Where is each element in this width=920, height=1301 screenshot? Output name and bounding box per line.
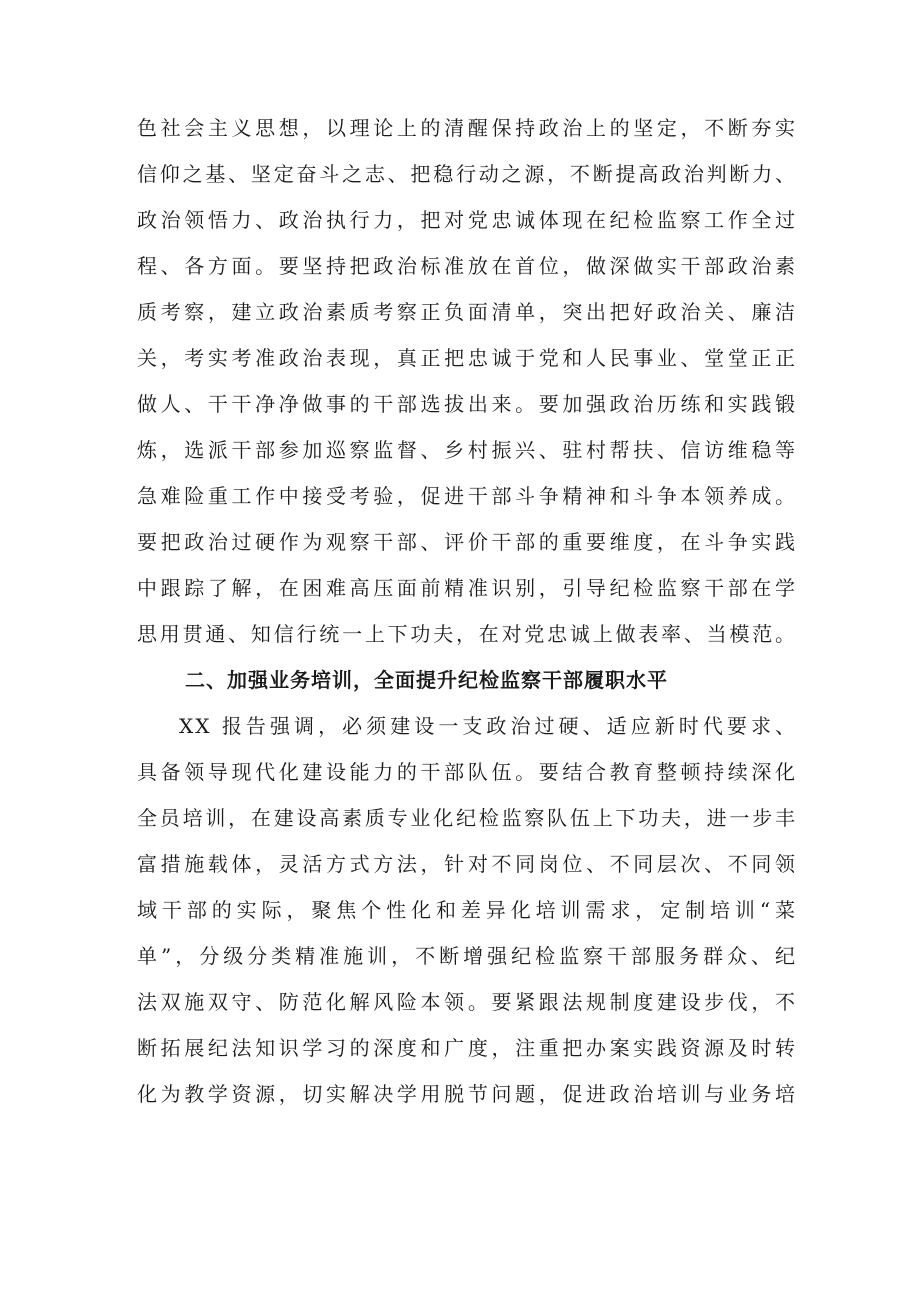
body-line: 化为教学资源，切实解决学用脱节问题，促进政治培训与业务培 xyxy=(137,1082,797,1106)
body-line: 急难险重工作中接受考验，促进干部斗争精神和斗争本领养成。 xyxy=(137,484,797,508)
body-line: 断拓展纪法知识学习的深度和广度，注重把办案实践资源及时转 xyxy=(137,1036,797,1060)
body-line: 中跟踪了解，在困难高压面前精准识别，引导纪检监察干部在学 xyxy=(137,576,797,600)
body-line: 政治领悟力、政治执行力，把对党忠诚体现在纪检监察工作全过 xyxy=(137,208,797,232)
body-line: 色社会主义思想，以理论上的清醒保持政治上的坚定，不断夯实 xyxy=(137,116,797,140)
body-line: 质考察，建立政治素质考察正负面清单，突出把好政治关、廉洁 xyxy=(137,300,797,324)
document-body xyxy=(137,105,797,1117)
body-line: 要把政治过硬作为观察干部、评价干部的重要维度，在斗争实践 xyxy=(137,530,797,554)
body-line: 单”，分级分类精准施训，不断增强纪检监察干部服务群众、纪 xyxy=(137,944,797,968)
body-line: 关，考实考准政治表现，真正把忠诚于党和人民事业、堂堂正正 xyxy=(137,346,797,370)
body-line: 做人、干干净净做事的干部选拔出来。要加强政治历练和实践锻 xyxy=(137,392,797,416)
body-line: 炼，选派干部参加巡察监督、乡村振兴、驻村帮扶、信访维稳等 xyxy=(137,438,797,462)
body-line: 富措施载体，灵活方式方法，针对不同岗位、不同层次、不同领 xyxy=(137,852,797,876)
body-line: 程、各方面。要坚持把政治标准放在首位，做深做实干部政治素 xyxy=(137,254,797,278)
body-line: 具备领导现代化建设能力的干部队伍。要结合教育整顿持续深化 xyxy=(137,760,797,784)
body-line: 思用贯通、知信行统一上下功夫，在对党忠诚上做表率、当模范。 xyxy=(137,622,797,646)
body-line: XX 报告强调，必须建设一支政治过硬、适应新时代要求、 xyxy=(179,714,797,738)
body-line: 全员培训，在建设高素质专业化纪检监察队伍上下功夫，进一步丰 xyxy=(137,806,797,830)
body-line: 信仰之基、坚定奋斗之志、把稳行动之源，不断提高政治判断力、 xyxy=(137,162,797,186)
body-line: 域干部的实际，聚焦个性化和差异化培训需求，定制培训“菜 xyxy=(137,898,797,922)
body-line: 法双施双守、防范化解风险本领。要紧跟法规制度建设步伐，不 xyxy=(137,990,797,1014)
paragraph-business-training xyxy=(137,703,797,1117)
paragraph-political-standard xyxy=(137,105,797,657)
section-heading: 二、加强业务培训，全面提升纪检监察干部履职水平 xyxy=(185,668,668,692)
